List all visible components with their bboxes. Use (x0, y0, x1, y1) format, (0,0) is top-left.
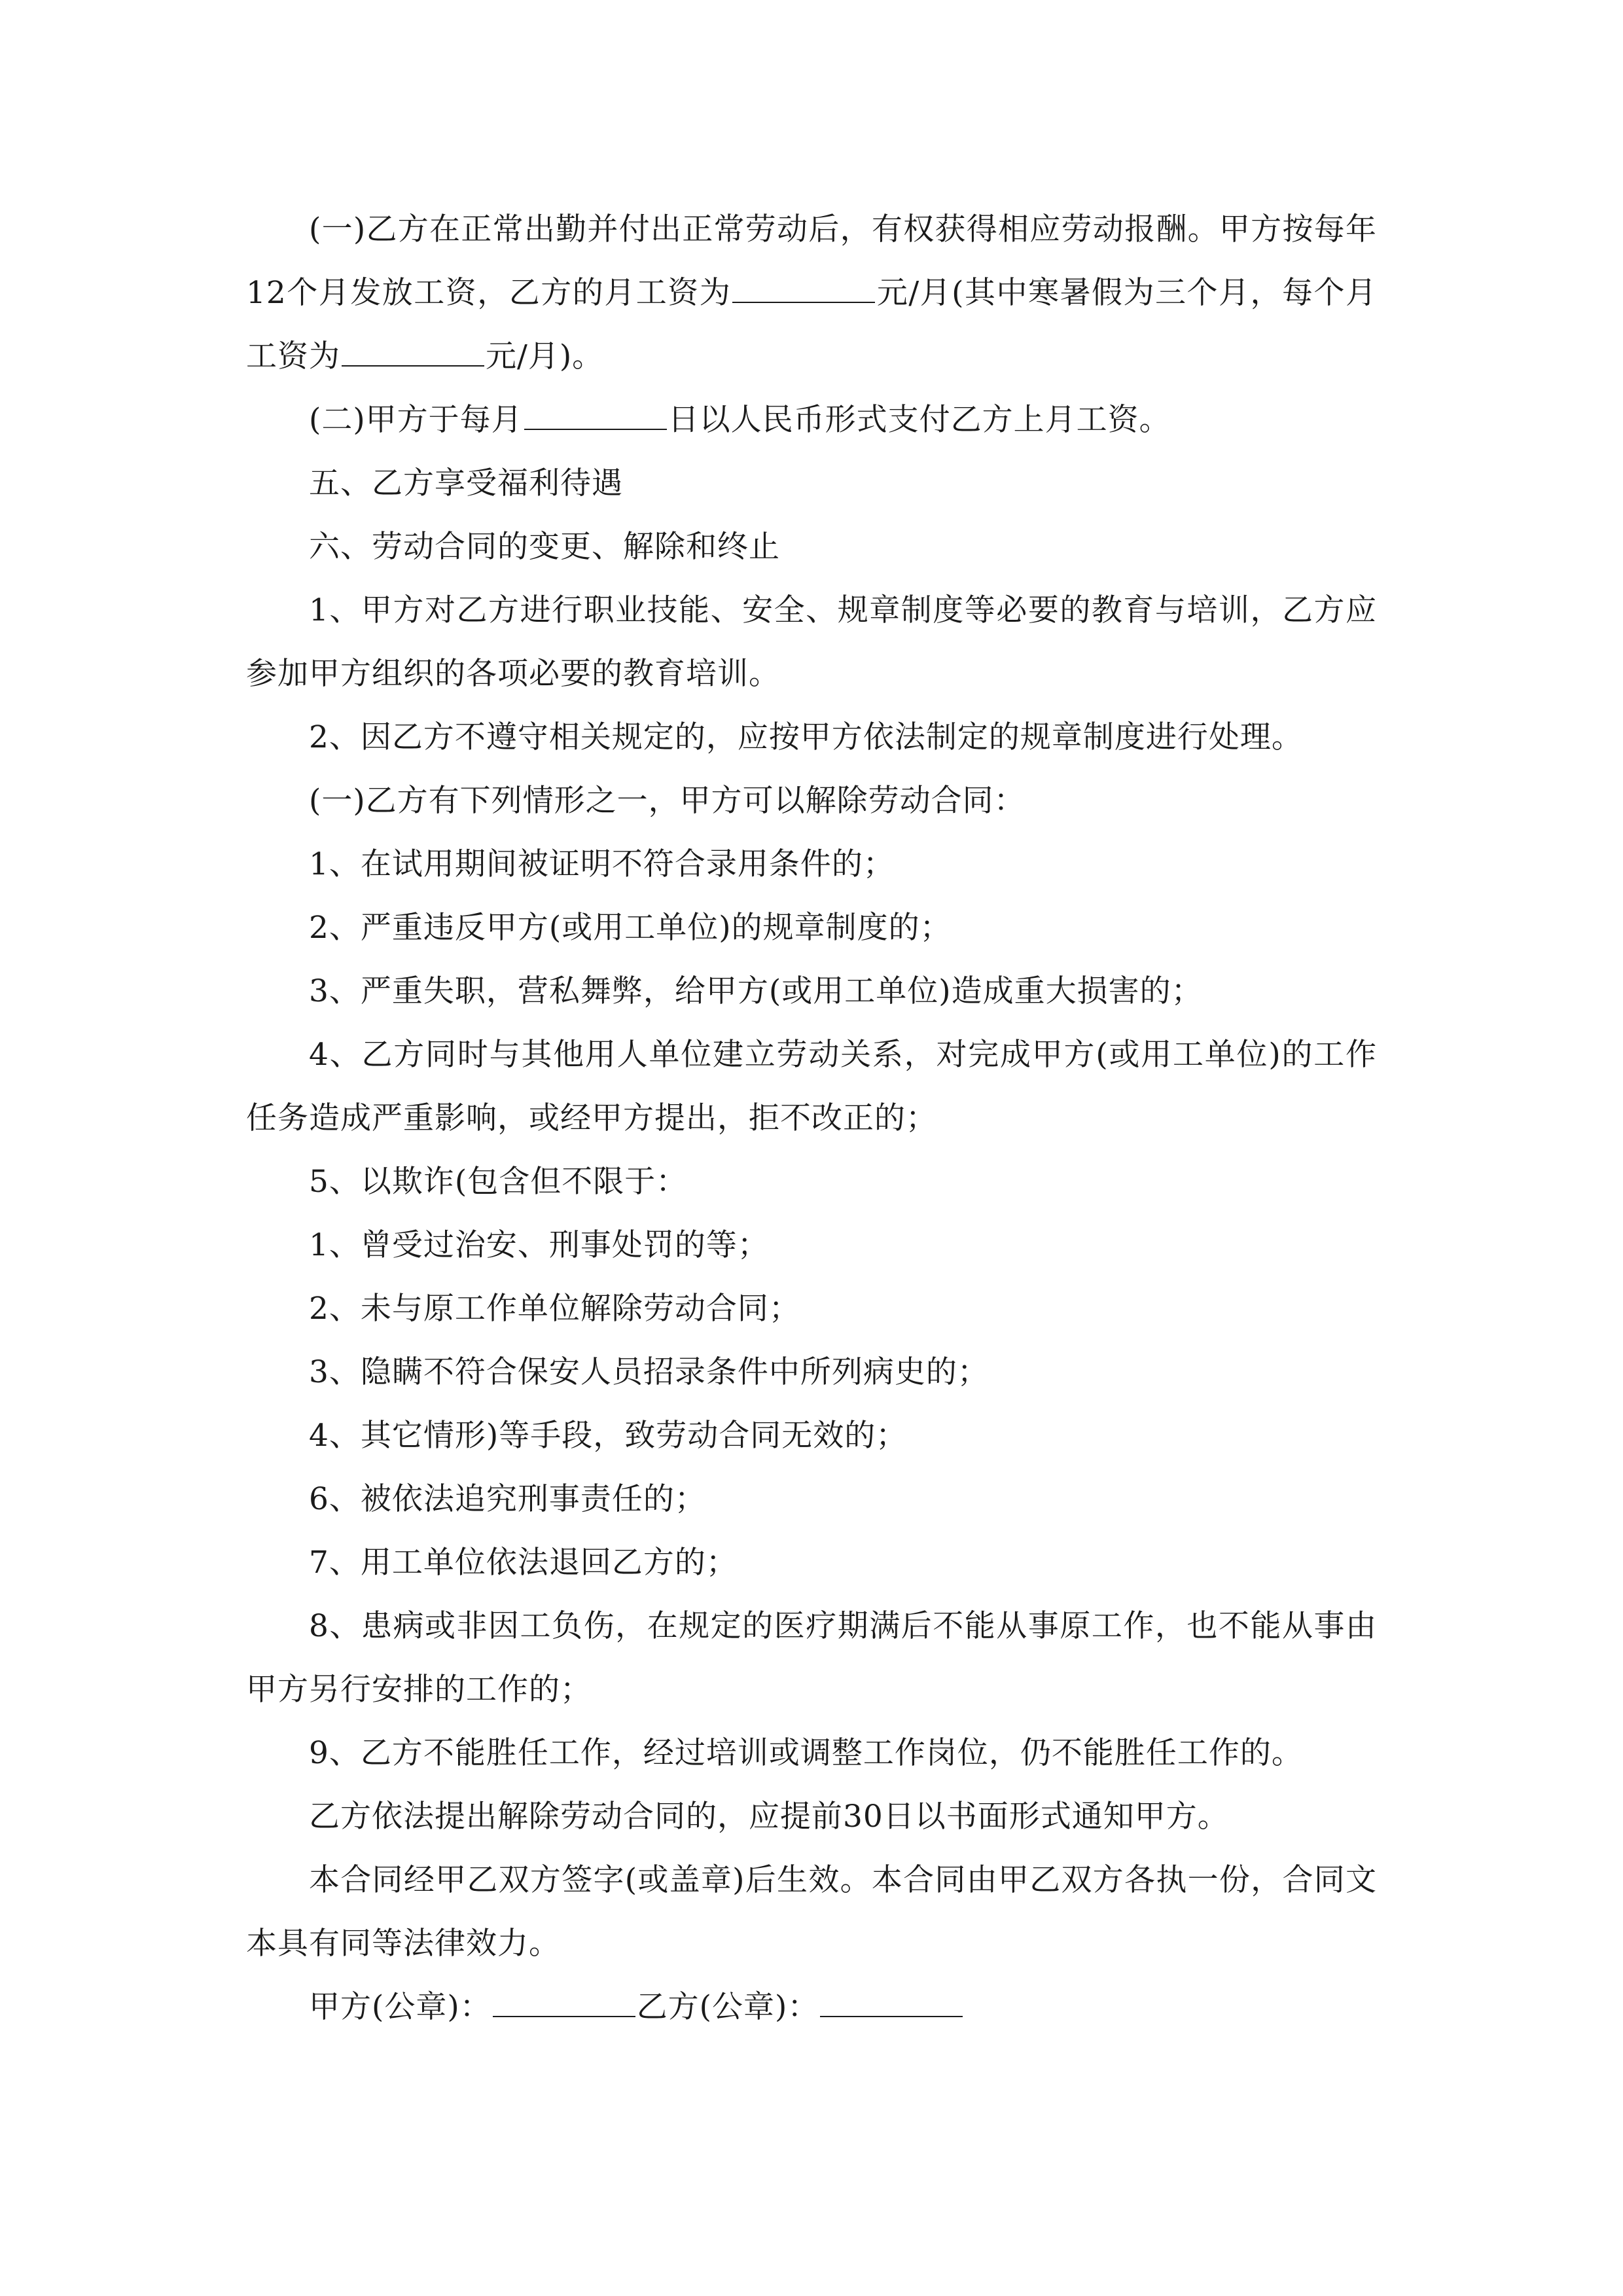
list-item: 8、患病或非因工负伤，在规定的医疗期满后不能从事原工作，也不能从事由甲方另行安排的工作的； (246, 1608, 1377, 1708)
list-item: 1、曾受过治安、刑事处罚的等； (309, 1227, 769, 1263)
contract-body (246, 198, 1377, 2039)
paragraph-training: 1、甲方对乙方进行职业技能、安全、规章制度等必要的教育与培训，乙方应参加甲方组织的各项必要的教育培训。 (246, 592, 1377, 692)
text-segment: 元/月)。 (486, 338, 604, 374)
list-item: 9、乙方不能胜任工作，经过培训或调整工作岗位，仍不能胜任工作的。 (309, 1735, 1303, 1771)
paragraph-effectiveness: 本合同经甲乙双方签字(或盖章)后生效。本合同由甲乙双方各执一份，合同文本具有同等法律效力。 (246, 1862, 1377, 1962)
signature-line (246, 1975, 1377, 2039)
paragraph-rules: 2、因乙方不遵守相关规定的，应按甲方依法制定的规章制度进行处理。 (309, 719, 1303, 755)
paragraph-pay-day (246, 388, 1377, 452)
list-item: 4、其它情形)等手段，致劳动合同无效的； (309, 1418, 908, 1454)
text-segment: 日以人民币形式支付乙方上月工资。 (668, 402, 1171, 438)
paragraph-notice: 乙方依法提出解除劳动合同的，应提前30日以书面形式通知甲方。 (309, 1799, 1229, 1835)
blank-party-a-seal (493, 1986, 635, 2017)
list-item: 2、严重违反甲方(或用工单位)的规章制度的； (309, 910, 952, 946)
blank-vacation-salary (342, 335, 484, 367)
list-item: 3、隐瞒不符合保安人员招录条件中所列病史的； (309, 1354, 989, 1390)
list-item: 7、用工单位依法退回乙方的； (309, 1545, 738, 1581)
blank-monthly-salary (732, 272, 875, 303)
text-segment: 元/月(其中寒暑假为三个月，每个月工资为 (246, 275, 1377, 374)
section-heading-welfare: 五、乙方享受福利待遇 (309, 465, 623, 501)
list-item: 4、乙方同时与其他用人单位建立劳动关系，对完成甲方(或用工单位)的工作任务造成严重影响，或经甲方提出，拒不改正的； (246, 1037, 1377, 1136)
text-segment: (二)甲方于每月 (309, 402, 523, 438)
list-item: 6、被依法追究刑事责任的； (309, 1481, 706, 1517)
blank-pay-day (524, 399, 667, 430)
paragraph-salary (246, 198, 1377, 388)
party-a-seal-label: 甲方(公章)： (309, 1989, 491, 2025)
party-b-seal-label: 乙方(公章)： (636, 1989, 819, 2025)
list-item: 1、在试用期间被证明不符合录用条件的； (309, 846, 895, 882)
list-item: 5、以欺诈(包含但不限于： (309, 1164, 688, 1200)
paragraph-termination-intro: (一)乙方有下列情形之一，甲方可以解除劳动合同： (309, 783, 1026, 819)
blank-party-b-seal (820, 1986, 963, 2017)
text-segment: (一)乙方在正常出勤并付出正常劳动后，有权获得相应劳动报酬。甲方按每年12个月发放工资，乙方的月工资为 (246, 211, 1377, 311)
section-heading-contract-change: 六、劳动合同的变更、解除和终止 (309, 529, 780, 565)
list-item: 3、严重失职，营私舞弊，给甲方(或用工单位)造成重大损害的； (309, 973, 1203, 1009)
list-item: 2、未与原工作单位解除劳动合同； (309, 1291, 800, 1327)
